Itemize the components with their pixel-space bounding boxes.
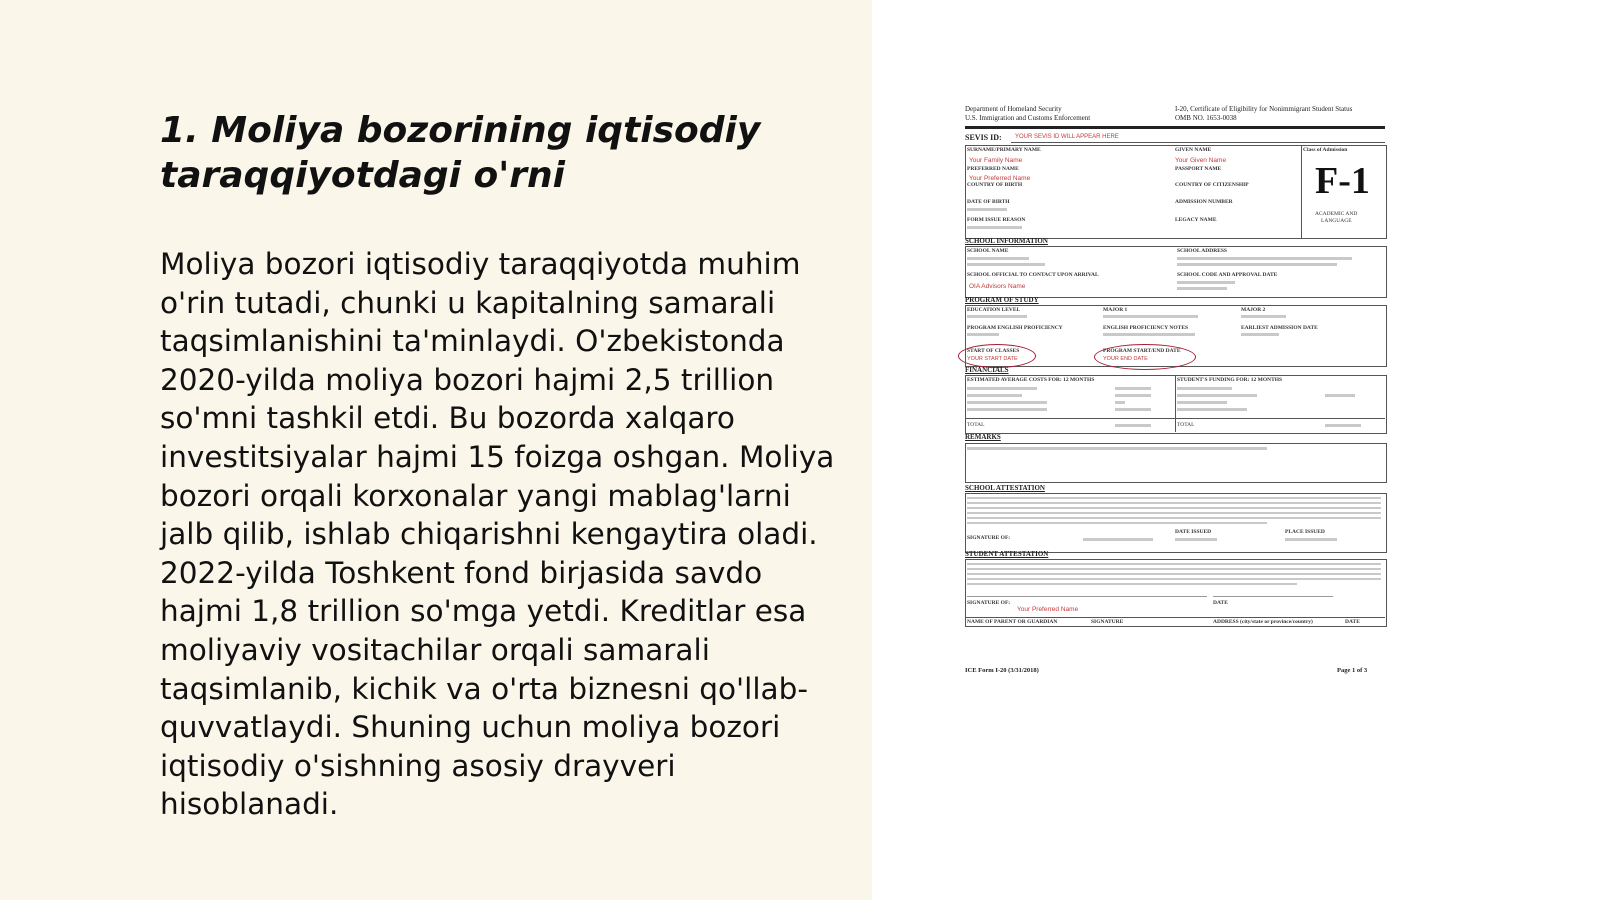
school-attestation-line-4 [967, 512, 1381, 514]
education-level-value-redacted [967, 315, 1027, 318]
program-heading: PROGRAM OF STUDY [965, 296, 1039, 304]
school-info-heading: SCHOOL INFORMATION [965, 237, 1048, 245]
parent-signature-label: SIGNATURE [1091, 619, 1124, 625]
school-attestation-line-6 [967, 522, 1267, 524]
school-code-value-redacted [1177, 281, 1235, 284]
school-name-label: SCHOOL NAME [967, 248, 1009, 254]
citizenship-label: COUNTRY OF CITIZENSHIP [1175, 182, 1249, 188]
dob-label: DATE OF BIRTH [967, 199, 1010, 205]
student-attestation-heading: STUDENT ATTESTATION [965, 550, 1049, 558]
school-attestation-line-3 [967, 507, 1381, 509]
program-dates-value: YOUR END DATE [1103, 356, 1148, 362]
financials-total-rule [965, 418, 1385, 419]
total-funding-label: TOTAL [1177, 422, 1195, 428]
english-notes-label: ENGLISH PROFICIENCY NOTES [1103, 325, 1189, 331]
school-official-value: OIA Advisors Name [969, 283, 1026, 290]
cost-row-1 [967, 387, 1037, 390]
preferred-name-label: PREFERRED NAME [967, 166, 1019, 172]
remarks-text [967, 447, 1267, 450]
student-funding-label: STUDENT'S FUNDING FOR: 12 MONTHS [1177, 377, 1283, 383]
start-date-highlight-ellipse [958, 344, 1036, 368]
fund-row-2 [1177, 394, 1257, 397]
passport-name-label: PASSPORT NAME [1175, 166, 1222, 172]
admission-number-label: ADMISSION NUMBER [1175, 199, 1233, 205]
class-of-admission-label: Class of Admission [1303, 147, 1348, 153]
school-address-value-redacted [1177, 257, 1352, 260]
major1-value-redacted [1103, 315, 1198, 318]
english-notes-value-redacted [1103, 333, 1195, 336]
school-attestation-line-2 [967, 502, 1381, 504]
sevis-underline [1011, 142, 1385, 143]
surname-value: Your Family Name [969, 157, 1023, 164]
sevis-label: SEVIS ID: [965, 133, 1002, 142]
cost-val-1 [1115, 387, 1151, 390]
slide-title: 1. Moliya bozorining iqtisodiy taraqqiyotdagi o'rni [160, 110, 761, 196]
school-attestation-line-1 [967, 497, 1381, 499]
form-agency-line2: U.S. Immigration and Customs Enforcement [965, 114, 1091, 122]
birth-country-label: COUNTRY OF BIRTH [967, 182, 1023, 188]
major2-value-redacted [1241, 315, 1286, 318]
form-footer-left: ICE Form I-20 (3/31/2018) [965, 667, 1039, 674]
student-attestation-line-2 [967, 568, 1381, 570]
remarks-heading: REMARKS [965, 433, 1001, 441]
financials-divider [1175, 375, 1176, 432]
student-date-label: DATE [1213, 600, 1228, 606]
cost-row-2 [967, 394, 1022, 397]
education-level-label: EDUCATION LEVEL [967, 307, 1021, 313]
student-attestation-line-3 [967, 573, 1381, 575]
class-sub1: ACADEMIC AND [1315, 211, 1358, 217]
estimated-costs-label: ESTIMATED AVERAGE COSTS FOR: 12 MONTHS [967, 377, 1095, 383]
date-issued-value [1175, 538, 1217, 541]
school-signature-label: SIGNATURE OF: [967, 535, 1011, 541]
parent-row-rule [965, 617, 1385, 618]
student-signature-label: SIGNATURE OF: [967, 600, 1011, 606]
place-issued-label: PLACE ISSUED [1285, 529, 1325, 535]
earliest-admission-value-redacted [1241, 333, 1279, 336]
form-title: I-20, Certificate of Eligibility for Nonimmigrant Student Status [1175, 105, 1353, 113]
student-signature-line [967, 596, 1207, 597]
dob-value-redacted [967, 208, 1007, 211]
student-attestation-line-5 [967, 583, 1297, 585]
i20-form-image [965, 105, 1385, 695]
start-of-classes-label: START OF CLASSES [967, 348, 1020, 354]
class-of-admission-value: F-1 [1315, 160, 1370, 202]
earliest-admission-label: EARLIEST ADMISSION DATE [1241, 325, 1318, 331]
english-proficiency-label: PROGRAM ENGLISH PROFICIENCY [967, 325, 1063, 331]
address-label: ADDRESS (city/state or province/country) [1213, 619, 1313, 625]
start-of-classes-value: YOUR START DATE [967, 356, 1018, 362]
sevis-value: YOUR SEVIS ID WILL APPEAR HERE [1015, 134, 1119, 140]
school-attestation-line-5 [967, 517, 1381, 519]
student-attestation-line-1 [967, 563, 1381, 565]
legacy-name-label: LEGACY NAME [1175, 217, 1217, 223]
total-cost-label: TOTAL [967, 422, 985, 428]
form-agency-line1: Department of Homeland Security [965, 105, 1062, 113]
class-sub2: LANGUAGE [1321, 218, 1352, 224]
cost-val-3 [1115, 401, 1125, 404]
slide-body-text: Moliya bozori iqtisodiy taraqqiyotda muhim o'rin tutadi, chunki u kapitalning samarali taqsimlanishini ta'minlaydi. O'zbekistonda 2020-yilda moliya bozori hajmi 2,5 trillion so'mni tashkil etdi. Bu bozorda xalqaro investitsiyalar hajmi 15 foizga oshgan. Moliya bozori orqali korxonalar yangi mablag'larni jalb qilib, ishlab chiqarishni kengaytira oladi. 2022-yilda Toshkent fond birjasida savdo hajmi 1,8 trillion so'mga yetdi. Kreditlar esa moliyaviy vositachilar orqali samarali taqsimlanib, kichik va o'rta biznesni qo'llab-quvvatlaydi. Shuning uchun moliya bozori iqtisodiy o'sishning asosiy drayveri hisoblanadi. [160, 247, 835, 822]
date-issued-label: DATE ISSUED [1175, 529, 1212, 535]
official-title-value [1083, 538, 1153, 541]
fund-row-3 [1177, 401, 1227, 404]
school-name-value2-redacted [967, 263, 1045, 266]
school-name-value-redacted [967, 257, 1029, 260]
preferred-name-value: Your Preferred Name [969, 175, 1031, 182]
issue-reason-value-redacted [967, 226, 1022, 229]
school-address-value2-redacted [1177, 263, 1337, 266]
form-footer-right: Page 1 of 3 [1337, 667, 1368, 674]
school-official-label: SCHOOL OFFICIAL TO CONTACT UPON ARRIVAL [967, 272, 1099, 278]
cost-val-4 [1115, 408, 1151, 411]
parent-guardian-label: NAME OF PARENT OR GUARDIAN [967, 619, 1058, 625]
school-attestation-heading: SCHOOL ATTESTATION [965, 484, 1045, 492]
financials-heading: FINANCIALS [965, 366, 1009, 374]
cost-row-4 [967, 408, 1047, 411]
header-rule [965, 126, 1385, 129]
fund-val-2 [1325, 394, 1355, 397]
given-name-value: Your Given Name [1175, 157, 1227, 164]
fund-row-4 [1177, 408, 1247, 411]
form-omb: OMB NO. 1653-0038 [1175, 114, 1237, 122]
cost-val-2 [1115, 394, 1151, 397]
student-attestation-line-4 [967, 578, 1381, 580]
place-issued-value [1285, 538, 1337, 541]
school-date-value-redacted [1177, 287, 1227, 290]
student-date-line [1213, 596, 1333, 597]
program-dates-label: PROGRAM START/END DATE [1103, 348, 1181, 354]
total-cost-value [1115, 424, 1151, 427]
major2-label: MAJOR 2 [1241, 307, 1266, 313]
issue-reason-label: FORM ISSUE REASON [967, 217, 1026, 223]
fund-row-1 [1177, 387, 1232, 390]
student-signature-value: Your Preferred Name [1017, 606, 1079, 613]
cost-row-3 [967, 401, 1047, 404]
total-funding-value [1325, 424, 1361, 427]
school-code-label: SCHOOL CODE AND APPROVAL DATE [1177, 272, 1278, 278]
surname-label: SURNAME/PRIMARY NAME [967, 147, 1041, 153]
english-proficiency-value-redacted [967, 333, 999, 336]
major1-label: MAJOR 1 [1103, 307, 1128, 313]
end-date-highlight-ellipse [1094, 344, 1196, 370]
parent-date-label: DATE [1345, 619, 1360, 625]
financials-box [965, 375, 1387, 434]
school-address-label: SCHOOL ADDRESS [1177, 248, 1227, 254]
given-name-label: GIVEN NAME [1175, 147, 1212, 153]
